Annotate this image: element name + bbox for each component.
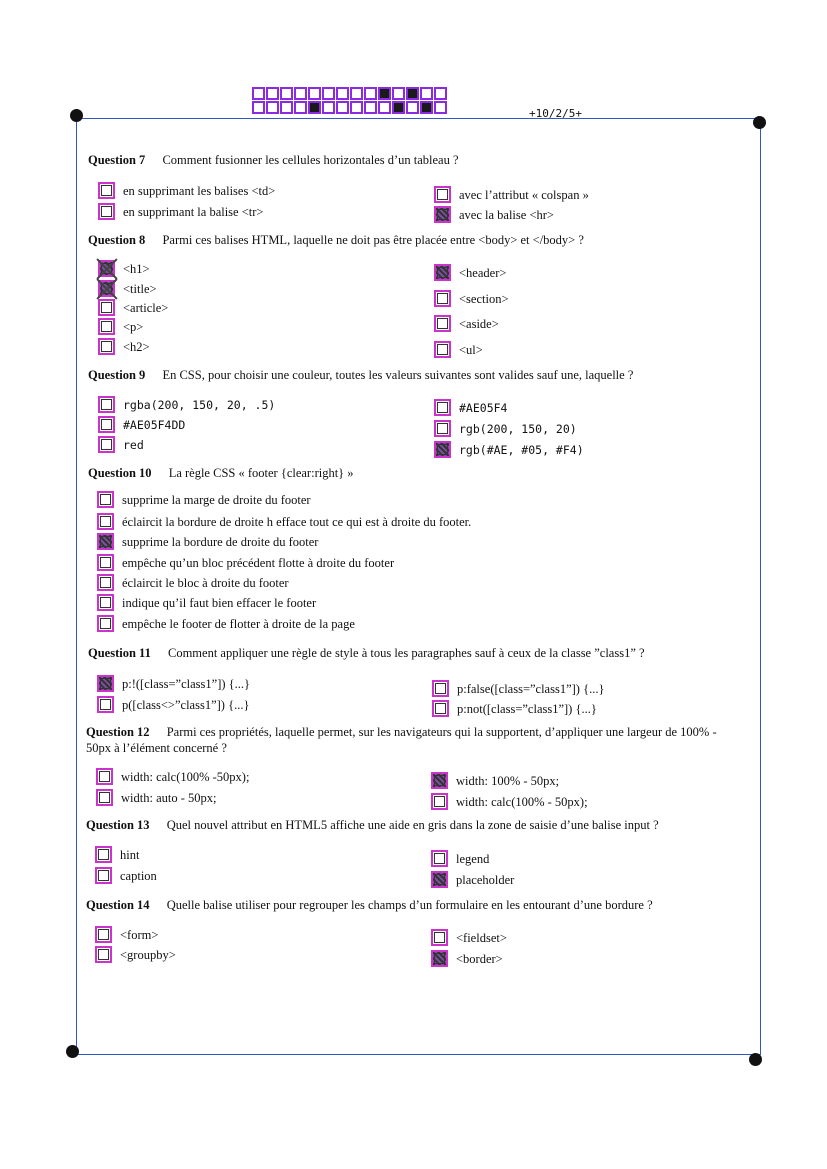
student-id-code-grid <box>252 87 448 115</box>
q7-option-1[interactable]: en supprimant les balises <td> <box>98 182 275 199</box>
checkbox[interactable] <box>98 299 115 316</box>
checkbox-checked[interactable] <box>97 533 114 550</box>
q11-option-4[interactable]: p:not([class=”class1”]) {...} <box>432 700 597 717</box>
question-label: Question 11 <box>88 646 151 660</box>
checkbox[interactable] <box>431 793 448 810</box>
question-label: Question 13 <box>86 818 150 832</box>
question-label: Question 7 <box>88 153 146 167</box>
checkbox[interactable] <box>98 436 115 453</box>
checkbox[interactable] <box>97 513 114 530</box>
q8-option-7[interactable]: <section> <box>434 290 509 307</box>
question-8 <box>88 232 584 248</box>
question-9 <box>88 367 633 383</box>
checkbox[interactable] <box>434 341 451 358</box>
q11-option-3[interactable]: p:false([class=”class1”]) {...} <box>432 680 604 697</box>
checkbox[interactable] <box>98 318 115 335</box>
question-label: Question 14 <box>86 898 150 912</box>
q9-option-2[interactable]: #AE05F4DD <box>98 416 185 433</box>
q12-option-1[interactable]: width: calc(100% -50px); <box>96 768 249 785</box>
q9-option-3[interactable]: red <box>98 436 144 453</box>
q13-option-3[interactable]: legend <box>431 850 489 867</box>
checkbox[interactable] <box>95 946 112 963</box>
q8-option-2[interactable]: <title> <box>98 280 157 297</box>
checkbox[interactable] <box>431 850 448 867</box>
checkbox-checked[interactable] <box>97 675 114 692</box>
question-text: En CSS, pour choisir une couleur, toutes les valeurs suivantes sont valides sauf une, laquelle ? <box>162 368 634 382</box>
q7-option-4[interactable]: avec la balise <hr> <box>434 206 554 223</box>
checkbox[interactable] <box>97 696 114 713</box>
q8-option-3[interactable]: <article> <box>98 299 168 316</box>
checkbox[interactable] <box>434 290 451 307</box>
q13-option-4[interactable]: placeholder <box>431 871 514 888</box>
checkbox[interactable] <box>432 680 449 697</box>
question-label: Question 8 <box>88 233 146 247</box>
checkbox-checked[interactable] <box>434 264 451 281</box>
question-text: La règle CSS « footer {clear:right} » <box>168 466 354 480</box>
checkbox[interactable] <box>96 768 113 785</box>
q12-option-4[interactable]: width: calc(100% - 50px); <box>431 793 588 810</box>
question-text: Quelle balise utiliser pour regrouper les champs d’un formulaire en les entourant d’une bordure ? <box>166 898 653 912</box>
q9-option-6[interactable]: rgb(#AE, #05, #F4) <box>434 441 584 458</box>
q8-option-9[interactable]: <ul> <box>434 341 483 358</box>
q10-option-3[interactable]: supprime la bordure de droite du footer <box>97 533 318 550</box>
q10-option-5[interactable]: éclaircit le bloc à droite du footer <box>97 574 289 591</box>
question-text: Parmi ces propriétés, laquelle permet, sur les navigateurs qui la supportent, d’appliquer une largeur de 100% - <box>166 725 717 739</box>
checkbox[interactable] <box>97 554 114 571</box>
q10-option-7[interactable]: empêche le footer de flotter à droite de la page <box>97 615 355 632</box>
checkbox[interactable] <box>431 929 448 946</box>
checkbox[interactable] <box>98 396 115 413</box>
checkbox[interactable] <box>434 420 451 437</box>
question-13 <box>86 817 659 833</box>
q8-option-6[interactable]: <header> <box>434 264 506 281</box>
checkbox-checked[interactable] <box>431 950 448 967</box>
q8-option-5[interactable]: <h2> <box>98 338 150 355</box>
checkbox[interactable] <box>95 926 112 943</box>
corner-marker-tr <box>753 116 766 129</box>
q9-option-5[interactable]: rgb(200, 150, 20) <box>434 420 577 437</box>
checkbox[interactable] <box>98 203 115 220</box>
checkbox[interactable] <box>97 594 114 611</box>
q9-option-1[interactable]: rgba(200, 150, 20, .5) <box>98 396 275 413</box>
checkbox[interactable] <box>98 338 115 355</box>
checkbox[interactable] <box>95 846 112 863</box>
corner-marker-bl <box>66 1045 79 1058</box>
q10-option-1[interactable]: supprime la marge de droite du footer <box>97 491 311 508</box>
checkbox[interactable] <box>97 615 114 632</box>
checkbox-checked[interactable] <box>431 772 448 789</box>
q9-option-4[interactable]: #AE05F4 <box>434 399 507 416</box>
checkbox[interactable] <box>434 399 451 416</box>
q13-option-1[interactable]: hint <box>95 846 139 863</box>
q8-option-8[interactable]: <aside> <box>434 315 499 332</box>
q11-option-2[interactable]: p([class<>”class1”]) {...} <box>97 696 249 713</box>
checkbox-checked[interactable] <box>434 441 451 458</box>
q8-option-1[interactable]: <h1> <box>98 260 150 277</box>
checkbox[interactable] <box>432 700 449 717</box>
q7-option-2[interactable]: en supprimant la balise <tr> <box>98 203 263 220</box>
q14-option-3[interactable]: <fieldset> <box>431 929 507 946</box>
page-code: +10/2/5+ <box>529 107 582 120</box>
checkbox[interactable] <box>96 789 113 806</box>
checkbox-checked[interactable] <box>431 871 448 888</box>
q12-option-2[interactable]: width: auto - 50px; <box>96 789 216 806</box>
question-label: Question 10 <box>88 466 152 480</box>
q10-option-6[interactable]: indique qu’il faut bien effacer le footer <box>97 594 316 611</box>
checkbox[interactable] <box>97 491 114 508</box>
checkbox[interactable] <box>95 867 112 884</box>
checkbox[interactable] <box>98 416 115 433</box>
question-10 <box>88 465 354 481</box>
checkbox-checked[interactable] <box>434 206 451 223</box>
q8-option-4[interactable]: <p> <box>98 318 143 335</box>
question-text-continued: 50px à l’élément concerné ? <box>86 741 227 755</box>
checkbox[interactable] <box>434 186 451 203</box>
q11-option-1[interactable]: p:!([class=”class1”]) {...} <box>97 675 250 692</box>
question-text: Comment appliquer une règle de style à tous les paragraphes sauf à ceux de la classe ”class1” ? <box>168 646 645 660</box>
q14-option-2[interactable]: <groupby> <box>95 946 176 963</box>
question-12 <box>86 724 756 756</box>
q10-option-4[interactable]: empêche qu’un bloc précédent flotte à droite du footer <box>97 554 394 571</box>
q12-option-3[interactable]: width: 100% - 50px; <box>431 772 559 789</box>
question-11 <box>88 645 645 661</box>
q10-option-2[interactable]: éclaircit la bordure de droite h efface tout ce qui est à droite du footer. <box>97 513 471 530</box>
question-text: Comment fusionner les cellules horizontales d’un tableau ? <box>162 153 459 167</box>
question-7 <box>88 152 459 168</box>
q14-option-1[interactable]: <form> <box>95 926 158 943</box>
question-text: Parmi ces balises HTML, laquelle ne doit pas être placée entre <body> et </body> ? <box>162 233 584 247</box>
question-label: Question 9 <box>88 368 146 382</box>
question-text: Quel nouvel attribut en HTML5 affiche une aide en gris dans la zone de saisie d’une balise input ? <box>166 818 659 832</box>
checkbox[interactable] <box>434 315 451 332</box>
q13-option-2[interactable]: caption <box>95 867 157 884</box>
q7-option-3[interactable]: avec l’attribut « colspan » <box>434 186 589 203</box>
checkbox-checked[interactable] <box>98 280 115 297</box>
checkbox[interactable] <box>98 182 115 199</box>
corner-marker-tl <box>70 109 83 122</box>
checkbox[interactable] <box>97 574 114 591</box>
corner-marker-br <box>749 1053 762 1066</box>
question-label: Question 12 <box>86 725 150 739</box>
question-14 <box>86 897 653 913</box>
q14-option-4[interactable]: <border> <box>431 950 503 967</box>
